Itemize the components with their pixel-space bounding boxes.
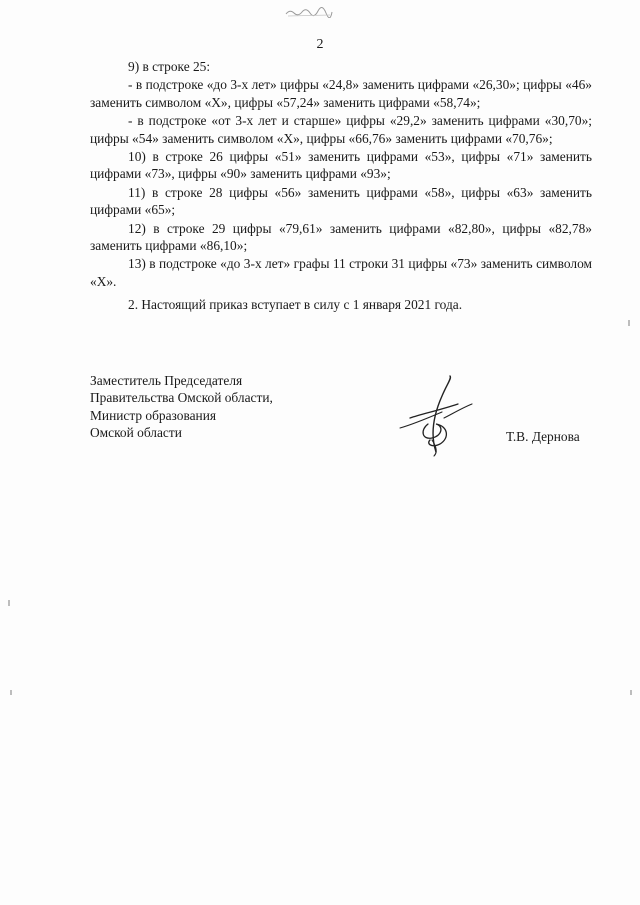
paragraph-item-11: 11) в строке 28 цифры «56» заменить цифрами «58», цифры «63» заменить цифрами «65»; [90, 184, 592, 218]
signatory-title-line: Омской области [90, 425, 182, 441]
signatory-name: Т.В. Дернова [506, 429, 580, 444]
scan-margin-mark [630, 690, 632, 695]
scan-stamp-mark [284, 6, 334, 18]
signatory-title-line: Заместитель Председателя [90, 373, 243, 388]
scan-margin-mark [10, 690, 12, 695]
paragraph-subrow-under-3: - в подстроке «до 3-х лет» цифры «24,8» заменить цифрами «26,30»; цифры «46» заменить символом «Х», цифры «57,24» заменить цифрами «58,74»; [90, 77, 592, 110]
paragraph-item-12: 12) в строке 29 цифры «79,61» заменить цифрами «82,80», цифры «82,78» заменить цифрами «86,10»; [90, 220, 592, 253]
signatory-title [90, 372, 273, 442]
scan-margin-mark [8, 600, 10, 606]
paragraph-subrow-3-and-older: - в подстроке «от 3-х лет и старше» цифры «29,2» заменить цифрами «30,70»; цифры «54» заменить символом «Х», цифры «66,76» заменить цифрами «70,76»; [90, 113, 592, 146]
paragraph-item-13: 13) в подстроке «до 3-х лет» графы 11 строки 31 цифры «73» заменить символом «Х». [90, 256, 592, 289]
scan-margin-mark [628, 320, 630, 326]
page-number: 2 [316, 37, 324, 52]
paragraph-item-10: 10) в строке 26 цифры «51» заменить цифрами «53», цифры «71» заменить цифрами «73», цифры «90» заменить цифрами «93»; [90, 149, 592, 182]
paragraph-item-9: 9) в строке 25: [128, 59, 211, 74]
document-body [90, 58, 592, 314]
signatory-title-line: Правительства Омской области, [90, 390, 273, 406]
paragraph-effective-date: 2. Настоящий приказ вступает в силу с 1 января 2021 года. [128, 296, 463, 312]
handwritten-signature [392, 374, 482, 458]
signatory-title-line: Министр образования [90, 407, 217, 423]
